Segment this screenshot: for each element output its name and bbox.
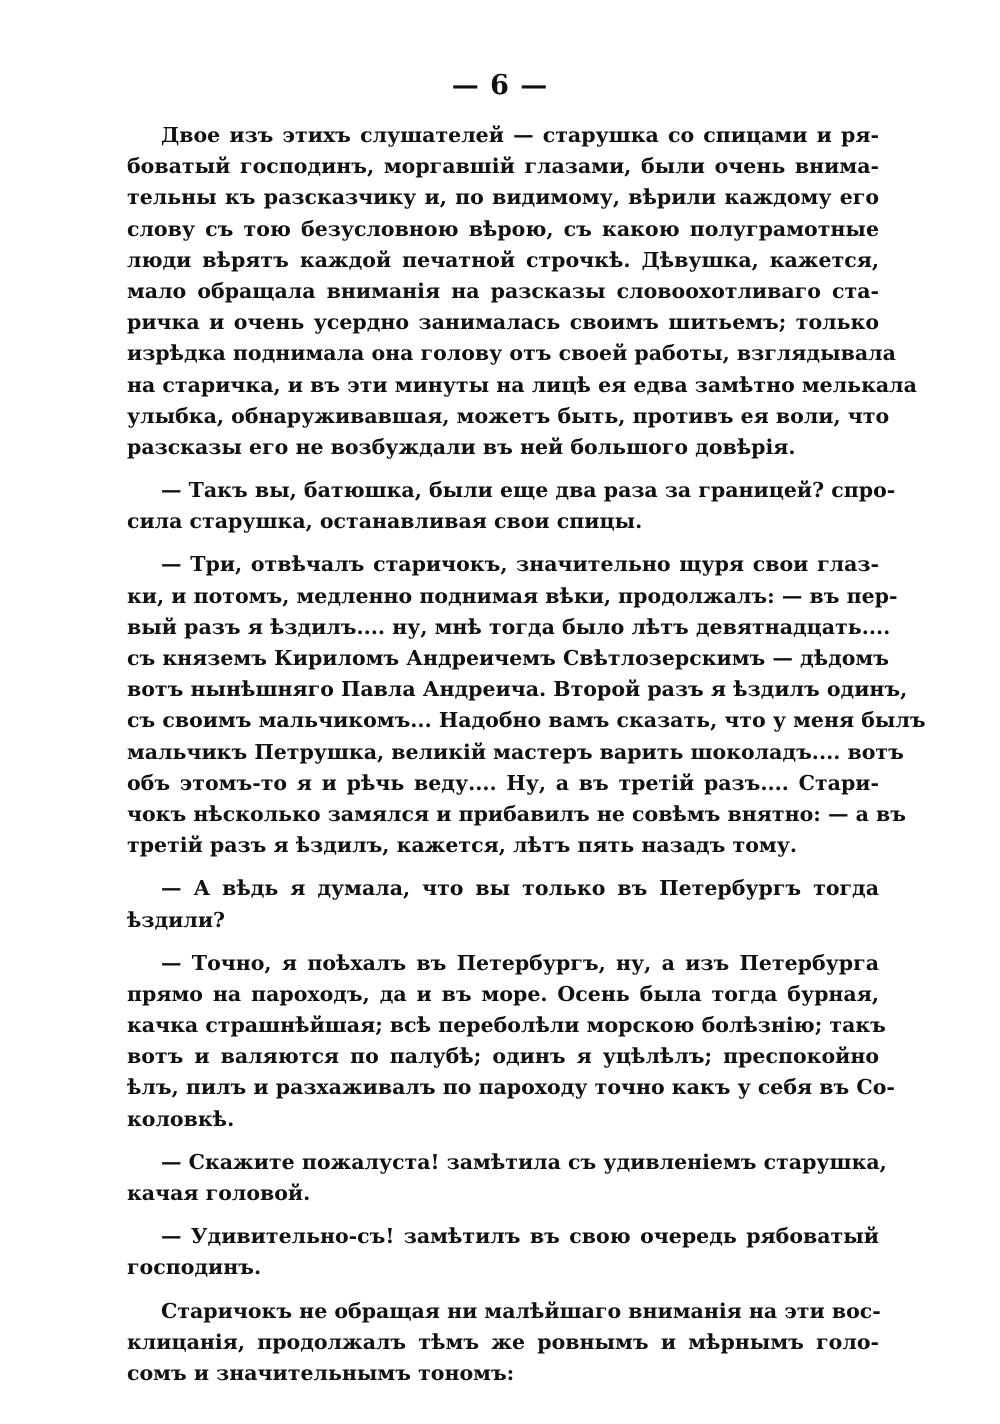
paragraph bbox=[127, 873, 879, 935]
text-line: ки, и потомъ, медленно поднимая вѣки, продолжалъ: — въ пер- bbox=[127, 583, 898, 608]
text-line: сила старушка, останавливая свои спицы. bbox=[127, 509, 643, 534]
text-line: улыбка, обнаруживавшая, можетъ быть, противъ ея воли, что bbox=[127, 403, 890, 428]
text-line: — Удивительно-съ! замѣтилъ въ свою очередь рябоватый bbox=[161, 1224, 879, 1249]
text-line: чокъ нѣсколько замялся и прибавилъ не совѣмъ внятно: — а въ bbox=[127, 801, 907, 826]
text-line: слову съ тою безусловною вѣрою, съ какою полуграмотные bbox=[127, 216, 879, 241]
text-line: — Три, отвѣчалъ старичокъ, значительно щуря свои глаз- bbox=[161, 552, 879, 577]
text-line: вотъ и валяются по палубѣ; одинъ я уцѣлѣлъ; преспокойно bbox=[127, 1044, 879, 1069]
text-line: ѣлъ, пилъ и разхаживалъ по пароходу точно какъ у себя въ Со- bbox=[127, 1075, 895, 1100]
text-line: люди вѣрятъ каждой печатной строчкѣ. Дѣвушка, кажется, bbox=[127, 247, 879, 272]
paragraph bbox=[127, 475, 896, 537]
text-line: мальчикъ Петрушка, великій мастеръ варить шоколадъ.... вотъ bbox=[127, 739, 904, 764]
text-line: клицанія, продолжалъ тѣмъ же ровнымъ и мѣрнымъ голо- bbox=[127, 1329, 879, 1354]
paragraph bbox=[127, 1147, 887, 1209]
text-line: господинъ. bbox=[127, 1255, 262, 1280]
text-line: вый разъ я ѣздилъ.... ну, мнѣ тогда было лѣтъ девятнадцать.... bbox=[127, 614, 891, 639]
paragraph bbox=[127, 1221, 879, 1283]
text-line: Старичокъ не обращая ни малѣйшаго вниманія на эти вос- bbox=[161, 1298, 881, 1323]
text-line: коловкѣ. bbox=[127, 1106, 235, 1131]
page-number: — 6 — bbox=[451, 70, 549, 101]
text-line: боватый господинъ, моргавшій глазами, были очень внима- bbox=[127, 154, 879, 179]
text-line: съ своимъ мальчикомъ... Надобно вамъ сказать, что у меня былъ bbox=[127, 708, 926, 733]
text-line: ѣздили? bbox=[127, 907, 226, 932]
body-text bbox=[127, 120, 926, 1401]
text-line: тельны къ разсказчику и, по видимому, вѣрили каждому его bbox=[127, 185, 879, 210]
text-line: качая головой. bbox=[127, 1181, 311, 1205]
text-line: мало обращала вниманія на разсказы словоохотливаго ста- bbox=[127, 278, 879, 303]
text-line: качка страшнѣйшая; всѣ переболѣли морскою болѣзнію; такъ bbox=[127, 1013, 886, 1038]
text-line: — Скажите пожалуста! замѣтила съ удивленіемъ старушка, bbox=[161, 1149, 887, 1174]
text-line: прямо на пароходъ, да и въ море. Осень была тогда бурная, bbox=[127, 981, 879, 1006]
text-line: Двое изъ этихъ слушателей — старушка со спицами и ря- bbox=[161, 123, 879, 147]
text-line: изрѣдка поднимала она голову отъ своей работы, взглядывала bbox=[127, 341, 896, 366]
paragraph bbox=[127, 1296, 879, 1390]
text-line: сомъ и значительнымъ тономъ: bbox=[127, 1360, 515, 1385]
text-line: съ княземъ Кириломъ Андреичемъ Свѣтлозерскимъ — дѣдомъ bbox=[127, 646, 889, 670]
text-line: третій разъ я ѣздилъ, кажется, лѣтъ пять назадъ тому. bbox=[127, 833, 797, 858]
text-line: — А вѣдь я думала, что вы только въ Петербургъ тогда bbox=[161, 876, 879, 901]
paragraph bbox=[127, 549, 926, 861]
text-line: объ этомъ-то я и рѣчь веду.... Ну, а въ третій разъ.... Стари- bbox=[127, 770, 879, 795]
text-line: на старичка, и въ эти минуты на лицѣ ея едва замѣтно мелькала bbox=[127, 372, 917, 397]
text-line: — Такъ вы, батюшка, были еще два раза за границей? спро- bbox=[161, 478, 896, 503]
paragraph bbox=[127, 120, 917, 463]
text-line: ричка и очень усердно занималась своимъ шитьемъ; только bbox=[127, 310, 879, 335]
paragraph bbox=[127, 948, 895, 1135]
text-line: — Точно, я поѣхалъ въ Петербургъ, ну, а изъ Петербурга bbox=[161, 950, 879, 975]
text-line: вотъ нынѣшняго Павла Андреича. Второй разъ я ѣздилъ одинъ, bbox=[127, 677, 908, 702]
text-line: разсказы его не возбуждали въ ней большого довѣрія. bbox=[127, 434, 796, 459]
